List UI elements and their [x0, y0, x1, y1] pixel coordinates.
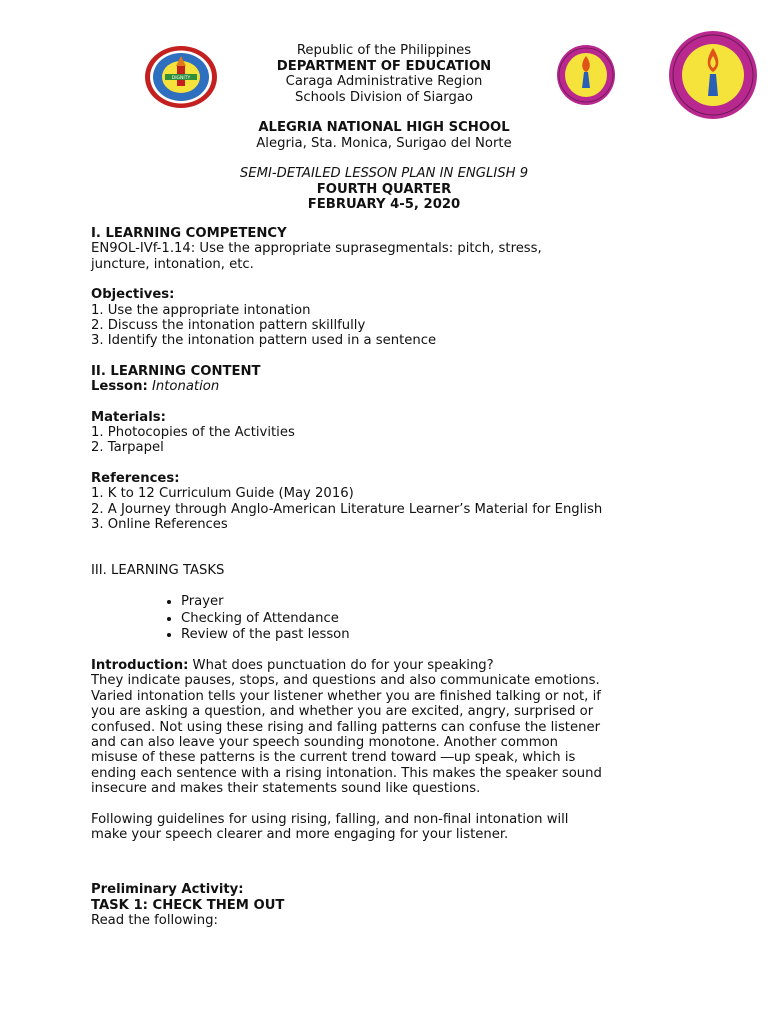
division-line: Schools Division of Siargao — [294, 89, 473, 105]
task-bullet: • Review of the past lesson — [181, 627, 691, 644]
date-line: FEBRUARY 4-5, 2020 — [307, 197, 461, 212]
guideline-line: Following guidelines for using rising, falling, and non-final intonation will — [91, 811, 569, 827]
material-item: 2. Tarpapel — [91, 440, 164, 456]
school-name: ALEGRIA NATIONAL HIGH SCHOOL — [258, 120, 510, 135]
introduction-line: confused. Not using these rising and falling patterns can confuse the listener — [91, 719, 600, 735]
school-address: Alegria, Sta. Monica, Surigao del Norte — [256, 135, 512, 151]
task-bullet: • Checking of Attendance — [181, 611, 691, 628]
plan-title: SEMI-DETAILED LESSON PLAN IN ENGLISH 9 — [239, 166, 529, 181]
material-item: 1. Photocopies of the Activities — [91, 425, 295, 441]
introduction-line: you are asking a question, and whether you are excited, angry, surprised or — [91, 704, 594, 720]
tasks-heading: III. LEARNING TASKS — [91, 562, 225, 578]
task-instruction: Read the following: — [91, 913, 218, 929]
reference-item: 1. K to 12 Curriculum Guide (May 2016) — [91, 486, 354, 502]
reference-item: 3. Online References — [91, 517, 228, 533]
tasks-list — [91, 594, 691, 644]
quarter-line: FOURTH QUARTER — [316, 181, 452, 197]
lesson-label: Lesson: — [91, 379, 148, 395]
introduction-label: Introduction: — [91, 658, 189, 674]
content-heading: II. LEARNING CONTENT — [91, 363, 261, 379]
competency-text: EN9OL-IVf-1.14: Use the appropriate suprasegmentals: pitch, stress, — [91, 241, 542, 257]
task-bullet: • Prayer — [181, 594, 691, 611]
introduction-line: and can also leave your speech sounding monotone. Another common — [91, 735, 559, 751]
introduction-line: insecure and makes their statements sound like questions. — [91, 781, 481, 797]
introduction-line: Varied intonation tells your listener whether you are finished talking or not, if — [91, 688, 601, 704]
competency-text-cont: juncture, intonation, etc. — [91, 256, 254, 272]
guideline-line: make your speech clearer and more engaging for your listener. — [91, 827, 509, 843]
references-heading: References: — [91, 470, 180, 486]
lesson-line — [91, 379, 691, 394]
introduction-section — [91, 658, 691, 842]
introduction-line: They indicate pauses, stops, and questions and also communicate emotions. — [91, 673, 600, 689]
document-header — [0, 43, 768, 213]
objective-item: 2. Discuss the intonation pattern skillfully — [91, 318, 366, 334]
document-body — [91, 226, 691, 929]
reference-item: 2. A Journey through Anglo-American Literature Learner’s Material for English — [91, 501, 603, 517]
materials-heading: Materials: — [91, 409, 166, 425]
department-line: DEPARTMENT OF EDUCATION — [276, 58, 492, 74]
introduction-line: ending each sentence with a rising intonation. This makes the speaker sound — [91, 765, 602, 781]
region-line: Caraga Administrative Region — [285, 74, 483, 89]
introduction-question: What does punctuation do for your speaking? — [188, 658, 494, 674]
objectives-heading: Objectives: — [91, 287, 175, 303]
objective-item: 3. Identify the intonation pattern used in a sentence — [91, 333, 437, 349]
republic-line: Republic of the Philippines — [296, 43, 472, 58]
preliminary-heading: Preliminary Activity: — [91, 882, 244, 898]
school-seal-motto: DIGNITY — [171, 76, 191, 81]
introduction-line: misuse of these patterns is the current trend toward ―up speak, which is — [91, 750, 576, 766]
lesson-value: Intonation — [151, 379, 220, 395]
task-title: TASK 1: CHECK THEM OUT — [91, 897, 285, 913]
objective-item: 1. Use the appropriate intonation — [91, 302, 311, 318]
competency-heading: I. LEARNING COMPETENCY — [91, 226, 287, 241]
introduction-first-line — [91, 658, 691, 673]
